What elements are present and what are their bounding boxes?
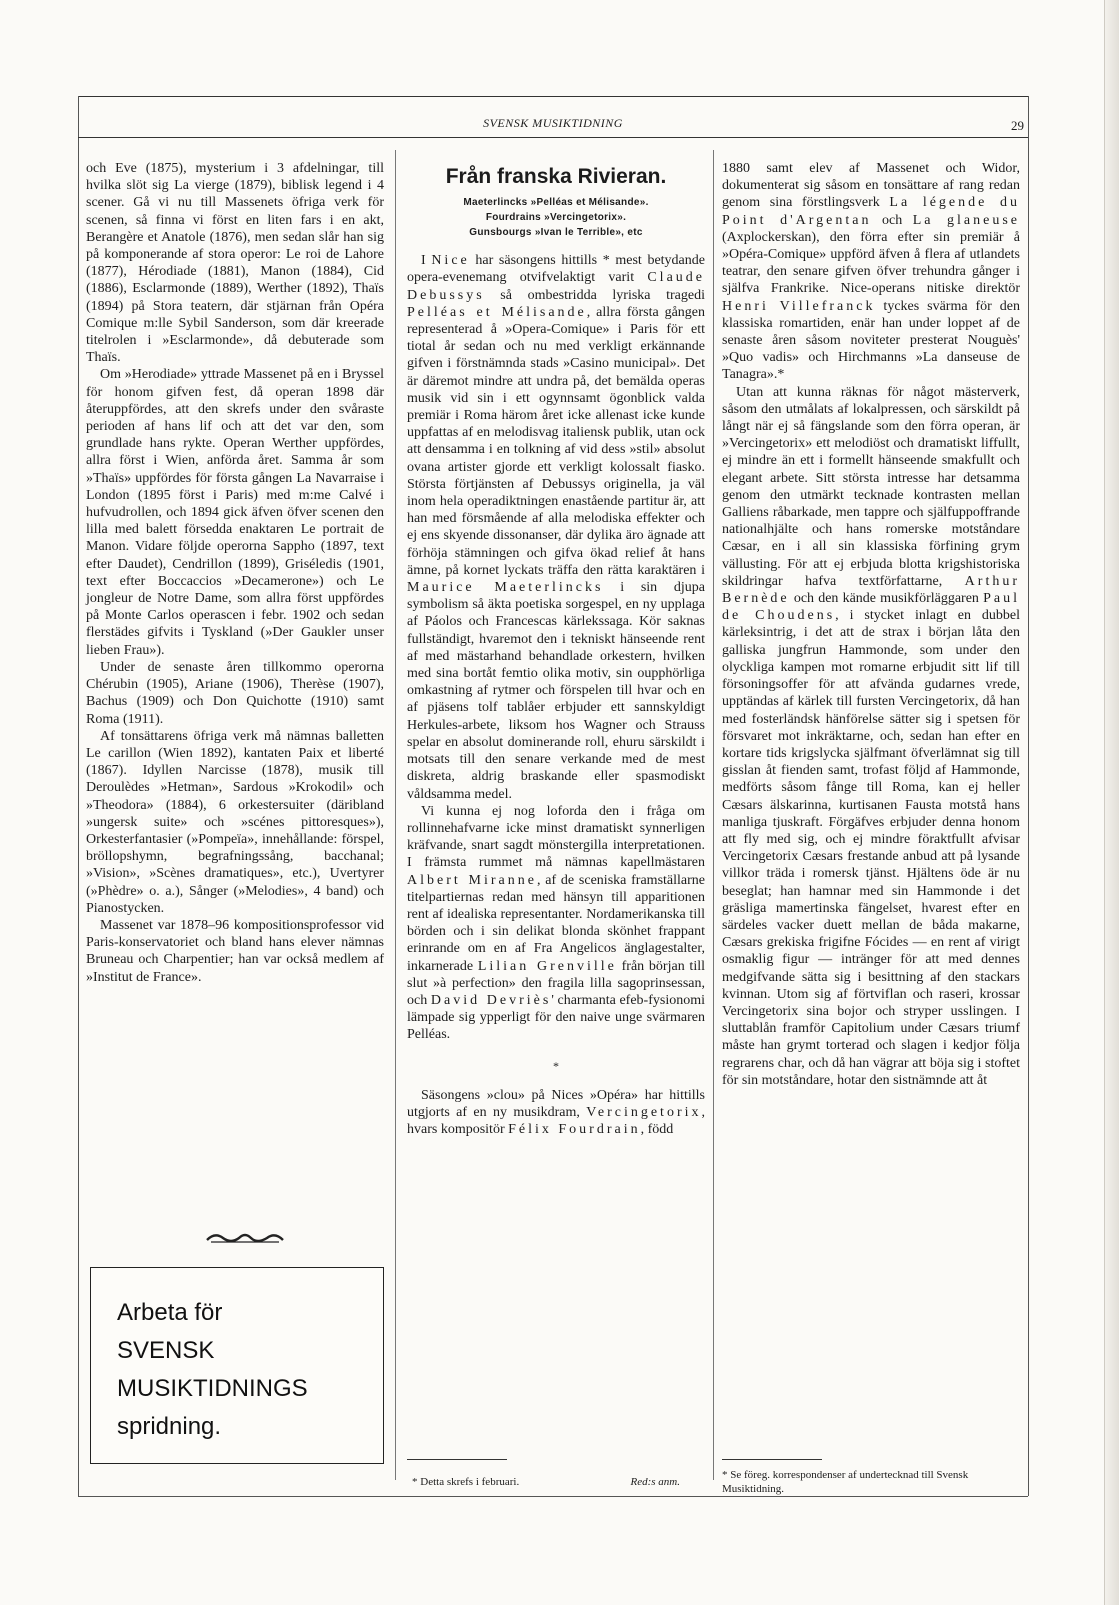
right-frame-rule — [1028, 96, 1029, 1496]
ad-line: spridning. — [117, 1413, 222, 1440]
spaced-name: La glaneuse — [912, 212, 1020, 228]
paragraph — [407, 252, 705, 803]
spaced-name: Pelléas et Mélisande — [407, 304, 587, 320]
text-run: I — [421, 253, 432, 269]
spaced-name: La légende du Point d'Argentan — [722, 195, 1020, 228]
spaced-name: Arthur Bernède — [722, 573, 1020, 607]
paragraph — [407, 1087, 705, 1139]
spaced-name: Henri Villefranck — [722, 298, 876, 314]
text-run: Säsongens »clou» på Nices »Opéra» har hittills utgjorts af en ny musikdram, — [407, 1087, 705, 1120]
footnote-rule — [722, 1459, 822, 1460]
text-run: , född — [640, 1122, 674, 1138]
article-title: Från franska Rivieran. — [445, 165, 667, 188]
text-run: 1880 samt elev af Massenet och Widor, dokumenterat sig såsom en tonsättare af rang redan genom sina förstlingsverk — [722, 161, 1020, 211]
text-run: , af de sceniska framställarne titelpartiernas redan med hänsyn till apparitionen rent af idealiska representanter. Nordamerikanska till börden och i sin delikat blonda skönhet frappant erinrande om en af Fra Angelicos änglagestalter, inkarnerade — [407, 872, 705, 974]
bottom-rule — [78, 1496, 1028, 1497]
ornament-divider — [205, 1230, 285, 1244]
section-asterisk: * — [553, 1058, 559, 1073]
footnote — [412, 1475, 704, 1489]
text-run: , allra första gången representerad å »Opera-Comique» i Paris för ett tiotal år sedan och nu med verkligt erkännande gifven i förstnämnda stads »Casino municipal». Det är däremot mindre att undra på, det bemälda operas musik vid sin i ett ogynnsamt ögonblick valda premiär i Roma härom året icke allenast icke kunde uppfattas af en melodisvag italiensk publik, utan ock att densamma i en tolkning af vid dess »stil» absolut ovana artister gjorde ett verkligt kolossalt fiasko. Största förtjänsten af Debussys originella, ja väl inom hela operadiktningen enastående partitur är, att han med försmående af alla melodiska effekter och ej ens skyende dissonanser, där dylika äro ägnade att förhöja stämningen och gifva ökad relief åt hans ämne, på kornet lyckats träffa den rätta karaktären i — [407, 304, 705, 578]
page-header — [78, 104, 1028, 134]
header-rule — [78, 137, 1028, 138]
spaced-name: Paul de Choudens — [722, 591, 1020, 624]
footnote-rule — [407, 1459, 507, 1460]
column-3 — [722, 160, 1020, 1089]
spaced-name: Albert Miranne — [407, 872, 537, 888]
column-1 — [86, 160, 384, 986]
advertisement-text — [117, 1294, 308, 1446]
paragraph — [407, 803, 705, 1044]
text-run: Utan att kunna räknas för något mästerverk, såsom den utmålats af lokalpressen, och särskildt på långt när ej så fängslande som den förra operan, är »Vercingetorix» ett melodiöst och dramatiskt liffullt, ej mindre än ett i formellt hänseende smakfullt och elegant arbete. Sitt största intresse har detsamma genom den utmärkt tecknade kontrasten mellan Galliens råbarkade, men tappre och själfuppoffrande nationalhjälte och hans romerske motståndare Cæsar, en i all sin klassiska förfining grym vällusting. För att ej erbjuda blotta krigshistoriska skildringar hafva textförfattarne, — [722, 384, 1020, 589]
footnote-text: * Detta skrefs i februari. — [412, 1476, 520, 1488]
text-run: från början till slut »à perfection» den fragila lilla sagoprinsessan, och — [407, 958, 705, 1008]
ad-line: MUSIKTIDNINGS — [117, 1375, 308, 1402]
page-number: 29 — [1011, 118, 1024, 133]
spaced-name: Vercingetorix — [586, 1104, 702, 1120]
text-run: , i stycket inlagt en dubbel kärleksintrig, i det att de strax i början låta den galliska jungfrun Hammonde, som under den olyckliga kampen mot romarne erbjudit sitt lif till försoningsoffer för att afvända gudarnes vrede, upptändas af kärlek till fursten Vercingetorix, då han med fosterländsk hänförelse sätter sig i spetsen för försvaret mot inkräktarne, och, sedan han efter en kortare tids krigslycka själfmant öfverlämnat sig till gisslan åt fienden samt, trofast följd af Hammonde, medförts såsom fånge till Roma, kan ej heller Cæsars älskarinna, kurtisanen Fausta motstå hans manliga tjuskraft. Förgäfves erbjuder denna honom att fly med sig, och ej mindre föraktfullt afvisar Vercingetorix Cæsars frestande anbud att på lysande villkor träda i romersk tjänst. Hjältens öde är nu beseglat; han hamnar med sin Hammonde i det gräsliga mamertinska fängelset, hvarest efter en särdeles vacker duett mellan de båda makarne, Cæsars grekiska frigifne Fócides — en rent af virigt osmaklig figur — intränger för att med dennes medgifvande sätta sig i besittning af den stackars kvinnan. Utom sig af förtviflan och raseri, krossar Vercingetorix sina bojor och stryper usslingen. I sluttablån framför Capitolium under Cæsars triumf måste han grymt torterad och slagen i kedjor följa regrarens char, och då han vägrar att böja sig i stoftet för sin motståndare, hotar den sistnämnde att åt — [722, 608, 1020, 1088]
column-divider-1 — [395, 150, 396, 1480]
paragraph: Af tonsättarens öfriga verk må nämnas balletten Le carillon (Wien 1892), kantaten Paix et liberté (1867). Idyllen Narcisse (1878), musik till Deroulèdes »Hetman», Sardous »Krokodil» och »Theodora» (1884), 6 orkestersuiter (däribland »ungersk suite» och »scénes pittoresques»), Orkesterfantasier (»Pompeïa», innehållande: förspel, bröllopshymn, begrafningssång, bacchanal; »Vision», »Scènes dramatiques», etc.), Uvertyrer (»Phèdre» o. a.), Sånger (»Melodies», 4 band) och Pianostycken. — [86, 728, 384, 916]
paragraph: Under de senaste åren tillkommo operorna Chérubin (1905), Ariane (1906), Therèse (1907), Bachus (1909) och Don Quichotte (1910) samt Roma (1911). — [86, 659, 384, 727]
text-run: ' charmanta efeb-fysionomi lämpade sig ypperligt för den naive unge svärmaren Pelléas. — [407, 992, 705, 1043]
column-2 — [407, 160, 705, 1138]
left-frame-rule — [78, 96, 79, 1496]
subtitle-line: Gunsbourgs »Ivan le Terrible», etc — [469, 227, 643, 239]
text-run: Vi kunna ej nog loforda den i fråga om rollinnehafvarne icke minst dramatiskt synnerligen kräfvande, snart sagdt mönstergilla interpretationen. I främsta rummet må nämnas kapellmästaren — [407, 803, 705, 871]
column-divider-2 — [713, 150, 714, 1480]
paragraph: Om »Herodiade» yttrade Massenet på en i Bryssel för honom gifven fest, då operan 1898 där återuppfördes, att den skrefs under den svåraste perioden af hans lif och att det var den, som grundlade hans rykte. Operan Werther uppfördes, allra först i Wien, anförda året. Samma år som »Thaïs» uppfördes för första gången La Navarraise i London (1895 först i Paris) med m:me Calvé i hufvudrollen, och 1894 gick äfven öfver scenen den lilla med balett försedda enaktaren Le portrait de Manon. Vidare följde operorna Sappho (1897, text efter Daudet), Cendrillon (1899), Griséledis (1901, text efter Boccaccios »Decamerone») och Le jongleur de Notre Dame, som allra först uppfördes på Monte Carlos operascen i febr. 1902 och sedan flerstädes gifvits i Tyskland (»Der Gaukler unser lieben Frau»). — [86, 367, 384, 658]
ad-line: SVENSK — [117, 1337, 215, 1364]
paper-edge — [1104, 0, 1119, 1605]
spaced-name: Lilian Grenville — [477, 958, 617, 974]
article-subtitle — [407, 195, 705, 240]
footnote: * Se föreg. korrespondenser af undertecknad till Svensk Musiktidning. — [722, 1469, 969, 1495]
paragraph: och Eve (1875), mysterium i 3 afdelningar, till hvilka slöt sig La vierge (1879), biblisk legend i 4 scener. Gå vi nu till Massenets öfriga verk för scenen, så finna vi först en liten fars i en akt, Berangère et Anatole (1876), men sedan slår han sig på komponerande af stora operor: Le roi de Lahore (1877), Hérodiade (1881), Manon (1884), Cid (1886), Esclarmonde (1889), Werther (1892), Thaïs (1894) på Stora teatern, där stjärnan från Opéra Comique m:lle Sybil Sanderson, som där kreerade titelrolen i »Esclarmonde», då debuterade som Thaïs. — [86, 161, 384, 366]
text-run: , hvars kompositör — [407, 1104, 705, 1138]
text-run: har säsongens hittills * mest betydande opera-evenemang otvifvelaktigt varit — [407, 253, 705, 286]
advertisement-box — [90, 1267, 384, 1464]
paragraph: Massenet var 1878–96 kompositionsprofessor vid Paris-konservatoriet och bland hans elever nämnas Bruneau och Charpentier; han var också medlem af »Institut de France». — [86, 917, 384, 985]
footnote-signature: Red:s anm. — [630, 1476, 680, 1488]
spaced-name: David Devriès — [430, 992, 552, 1008]
text-run: (Axplockerskan), den förra efter sin premiär å »Opéra-Comique» uppförd äfven å flera af utlandets teatrar, den senare gifven öfver trehundra gånger i själfva Frankrike. Nice-operans nitiske direktör — [722, 229, 1020, 297]
text-run: och den kände musikförläggaren — [789, 591, 984, 607]
subtitle-line: Fourdrains »Vercingetorix». — [485, 212, 627, 224]
paragraph — [722, 384, 1020, 1089]
running-title: SVENSK MUSIKTIDNING — [483, 116, 623, 130]
ad-line: Arbeta för — [117, 1299, 223, 1326]
subtitle-line: Maeterlincks »Pelléas et Mélisande». — [463, 197, 649, 209]
spaced-name: Maurice Maeterlincks — [407, 580, 604, 596]
spaced-name: Claude Debussys — [407, 270, 705, 303]
text-run: och — [871, 212, 913, 228]
paragraph — [722, 160, 1020, 384]
spaced-name: Nice — [431, 253, 470, 269]
spaced-name: Félix Fourdrain — [508, 1122, 641, 1138]
text-run: så ombestridda lyriska tragedi — [484, 287, 705, 303]
text-run: tyckes svärma för den klassiska romartiden, enär han under loppet af de senaste åren såsom noviteter presterat Nouguès' »Quo vadis» och Hirchmanns »La danseuse de Tanagra».* — [722, 298, 1021, 383]
top-rule — [78, 96, 1028, 97]
text-run: i sin djupa symbolism så äkta poetiska sorgespel, en ny upplaga af Páolos och Francescas kärlekssaga. Kör saknas fullständigt, hvaremot den i tekniskt hänseende rent af med mästarhand behandlade orkestern, hvilken med sina bortåt femtio olika motiv, sin oupphörliga omkastning af rytmer och förspelen till hvar och en af pjäsens tolf tablåer erbjuder ett sannskyldigt Herkules-arbete, liksom hos Wagner och Strauss spelar en absolut dominerande roll, ehuru särskildt i motsats till den senare verkande med de mest diskreta, aldrig braskande eller spasmodiskt våldsamma medel. — [407, 580, 705, 802]
